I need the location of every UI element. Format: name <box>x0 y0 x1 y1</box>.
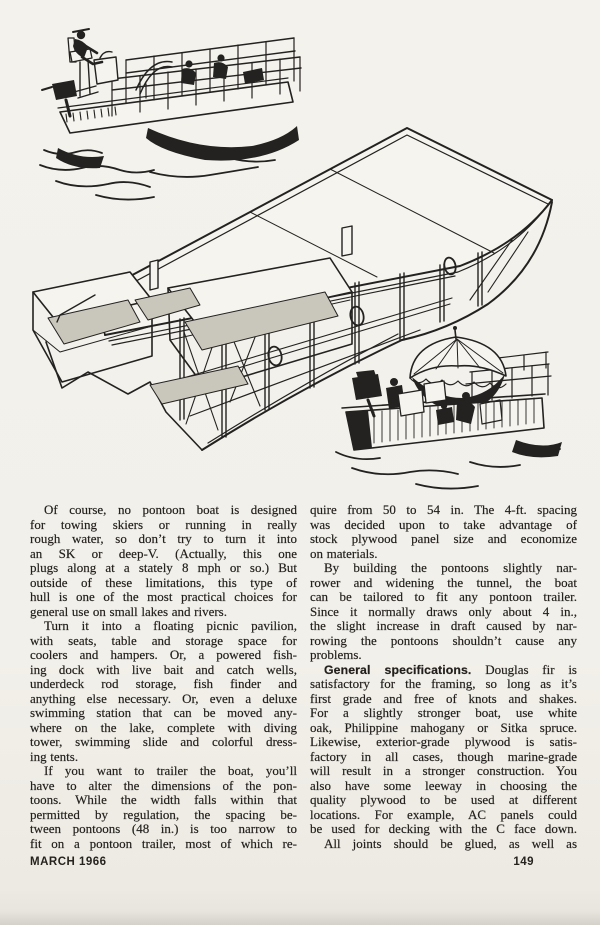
text-line: swimming station that can be moved any- <box>30 705 297 720</box>
text-line: oak, Philippine mahogany or Sitka spruce. <box>310 719 577 735</box>
text-line: on materials. <box>310 545 378 561</box>
paragraph <box>310 663 577 837</box>
text-line: first grade and free of knots and shakes. <box>310 690 577 706</box>
text-line: underdeck rod storage, fish finder and <box>30 676 297 691</box>
text-line: If you want to trailer the boat, you’ll <box>44 763 297 778</box>
text-line: for towing skiers or running in really <box>30 516 297 532</box>
text-line: can be tailored to fit any pontoon trailer. <box>310 589 577 604</box>
text-line: By building the pontoons slightly nar- <box>324 560 577 575</box>
text-line: problems. <box>310 647 362 662</box>
text-line: anything else necessary. Or, even a deluxe <box>30 690 297 706</box>
text-line: the slight increase in draft caused by nar- <box>310 618 577 633</box>
text-line: Of course, no pontoon boat is designed <box>44 502 297 517</box>
text-line: locations. For example, AC panels could <box>310 806 577 822</box>
party-pontoon-boat-drawing <box>40 29 301 200</box>
paragraph <box>30 619 297 764</box>
page-footer <box>30 856 534 868</box>
text-line: General specifications. Douglas fir is <box>324 661 577 677</box>
text-line: toons. While the width falls within that <box>30 792 297 807</box>
text-line: satisfactory for the framing, so long as it’s <box>310 676 577 691</box>
text-line: also have some leeway in choosing the <box>310 777 577 793</box>
text-line: where on the lake, complete with diving <box>30 719 297 735</box>
paragraph <box>30 764 297 851</box>
left-column <box>30 503 297 851</box>
text-line: quire from 50 to 54 in. The 4-ft. spacing <box>310 502 577 517</box>
paragraph <box>310 503 577 561</box>
text-line: be used for decking with the C face down. <box>310 821 577 836</box>
text-line: fit on a pontoon trailer, most of which re- <box>30 835 297 851</box>
text-line: ing tents. <box>30 748 79 764</box>
text-line: ing dock with live bait and catch wells, <box>30 661 297 677</box>
scan-shadow <box>0 911 600 925</box>
text-line: have to alter the dimensions of the pon- <box>30 777 297 793</box>
page-number: 149 <box>513 856 534 868</box>
text-line: general use on small lakes and rivers. <box>30 603 227 619</box>
section-heading: General specifications. <box>324 662 472 677</box>
text-line: hull is one of the most practical choices for <box>30 589 297 604</box>
text-line: will result in a stronger construction. You <box>310 763 577 778</box>
paragraph <box>30 503 297 619</box>
text-line: Since it normally draws only about 4 in., <box>310 603 577 619</box>
umbrella-pontoon-boat-drawing <box>336 326 562 489</box>
text-line: permitted by regulation, the spacing be- <box>30 806 297 822</box>
text-line: Turn it into a floating picnic pavilion, <box>44 618 297 633</box>
text-line: tower, swimming slide and colorful dress- <box>30 734 297 749</box>
text-line: stock plywood panel size and economize <box>310 531 577 546</box>
text-line: with seats, table and storage space for <box>30 632 297 648</box>
text-line: plugs along at a stately 8 mph or so.) But <box>30 560 297 575</box>
paragraph <box>310 561 577 663</box>
text-line: For a slightly stronger boat, use white <box>310 705 577 720</box>
text-line: quality plywood to be used at different <box>310 792 577 807</box>
text-line: rowing the pontoons shouldn’t cause any <box>310 632 577 648</box>
text-line: an SK or deep-V. (Actually, this one <box>30 545 297 561</box>
text-line: tween pontoons (48 in.) is too narrow to <box>30 821 297 836</box>
right-column <box>310 503 577 851</box>
issue-date: MARCH 1966 <box>30 856 107 868</box>
text-line: rough water, so don’t try to turn it into <box>30 531 297 546</box>
text-line: outside of these limitations, this type of <box>30 574 297 590</box>
text-line: was decided upon to take advantage of <box>310 516 577 532</box>
paragraph <box>310 837 577 852</box>
article-body <box>30 503 577 851</box>
text-line: coolers and hampers. Or, a powered fish- <box>30 647 297 662</box>
text-line: All joints should be glued, as well as <box>324 835 577 851</box>
text-line: rower and widening the tunnel, the boat <box>310 574 577 590</box>
text-line: Likewise, exterior-grade plywood is satis- <box>310 734 577 749</box>
text-line: factory in all cases, though marine-grade <box>310 748 577 764</box>
